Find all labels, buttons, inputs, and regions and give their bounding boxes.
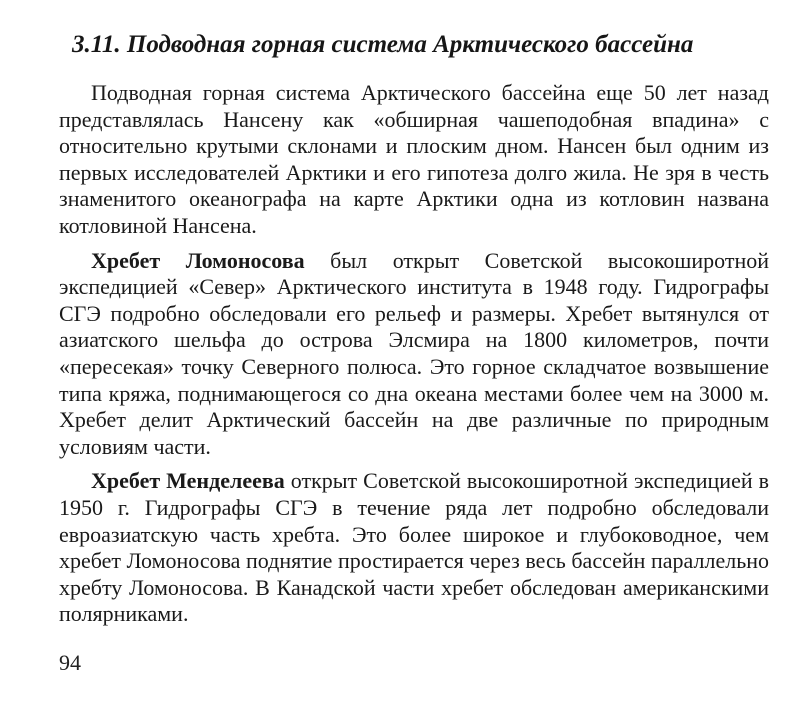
paragraph-nansen-basin bbox=[59, 80, 769, 240]
body-text bbox=[59, 80, 769, 636]
paragraph-mendeleev-ridge bbox=[59, 468, 769, 628]
paragraph-lomonosov-ridge bbox=[59, 248, 769, 461]
paragraph-text: был открыт Советской высокоширотной экспедицией «Север» Арктического института в 1948 году. Гидрографы СГЭ подробно обследовали его рельеф и размеры. Хребет вытянулся от азиатского шельфа до острова Элсмира на 1800 километров, почти «пересекая» точку Северного полюса. Это горное складчатое возвышение типа кряжа, поднимающегося со дна океана местами более чем на 3000 м. Хребет делит Арктический бассейн на две различные по природным условиям части. bbox=[59, 247, 769, 459]
term-lomonosov-ridge: Хребет Ломоносова bbox=[91, 247, 305, 273]
paragraph-text: Подводная горная система Арктического бассейна еще 50 лет назад представлялась Нансену как «обширная чашеподобная впадина» с относительно крутыми склонами и плоским дном. Нансен был одним из первых исследователей Арктики и его гипотеза долго жила. Не зря в честь знаменитого океанографа на карте Арктики одна из котловин названа котловиной Нансена. bbox=[59, 80, 769, 238]
page-number: 94 bbox=[59, 650, 81, 675]
section-heading: 3.11. Подводная горная система Арктического бассейна bbox=[72, 31, 694, 58]
paragraph-text: открыт Советской высокоширотной экспедицией в 1950 г. Гидрографы СГЭ в течение ряда лет подробно обследовали евроазиатскую часть хребта. Это более широкое и глубоководное, чем хребет Ломоносова поднятие простирается через весь бассейн параллельно хребту Ломоносова. В Канадской части хребет обследован американскими полярниками. bbox=[59, 468, 769, 627]
term-mendeleev-ridge: Хребет Менделеева bbox=[91, 468, 285, 494]
